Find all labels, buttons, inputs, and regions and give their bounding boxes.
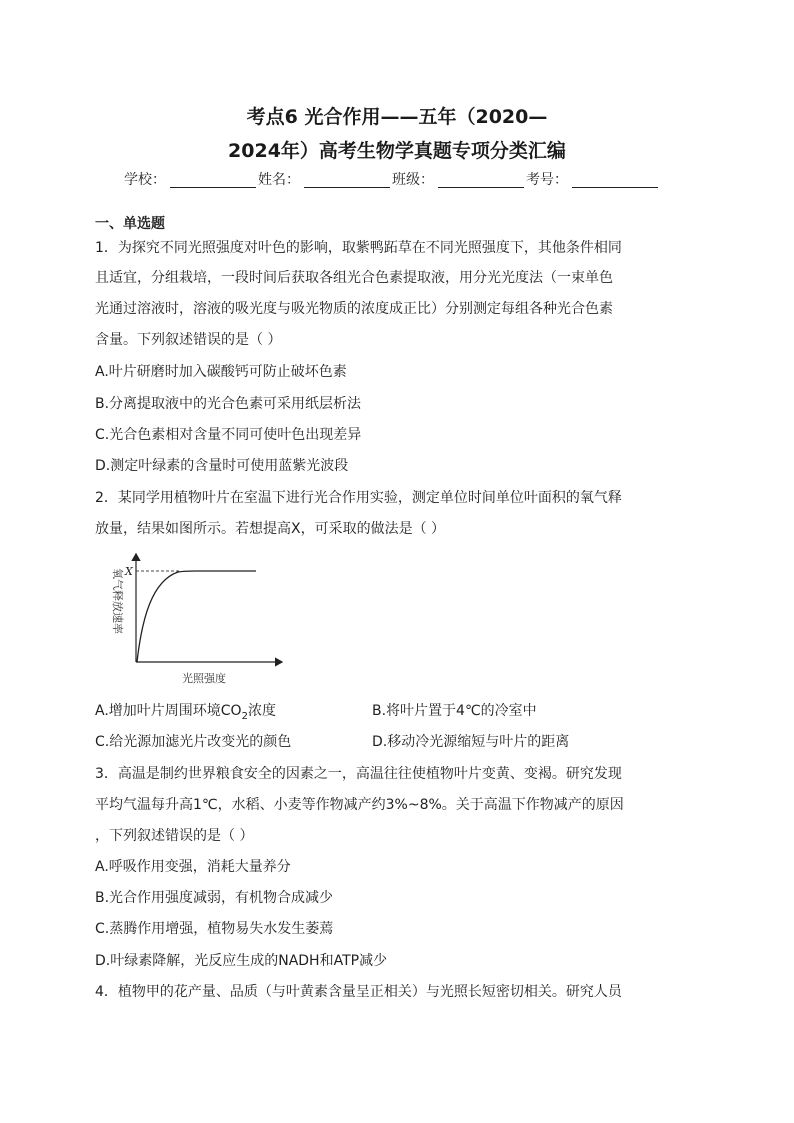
class-blank[interactable] [438,173,524,188]
q2-line-2: 放量，结果如图所示。若想提高X，可采取的做法是（ ） [95,521,446,537]
q3-option-d[interactable]: D.叶绿素降解，光反应生成的NADH和ATP减少 [95,953,388,969]
q1-option-c[interactable]: C.光合色素相对含量不同可使叶色出现差异 [95,427,362,443]
q1-option-a[interactable]: A.叶片研磨时加入碳酸钙可防止破坏色素 [95,364,347,380]
q3-option-c[interactable]: C.蒸腾作用增强，植物易失水发生萎蔫 [95,921,334,937]
class-label: 班级： [392,172,434,188]
exam-number-blank[interactable] [572,173,658,188]
q1-line-1: 1．为探究不同光照强度对叶色的影响，取紫鸭跖草在不同光照强度下，其他条件相同 [95,240,622,256]
title-line-1: 考点6 光合作用——五年（2020— [246,106,548,128]
section-heading: 一、单选题 [95,216,165,232]
q1-line-4: 含量。下列叙述错误的是（ ） [95,332,282,348]
x-marker-label: X [125,565,133,578]
q1-line-3: 光通过溶液时，溶液的吸光度与吸光物质的浓度成正比）分别测定每组各种光合色素 [95,301,613,317]
q2-option-d[interactable]: D.移动冷光源缩短与叶片的距离 [372,734,570,750]
exam-number-label: 考号： [526,172,568,188]
oxygen-release-graph [100,548,290,686]
q3-option-a[interactable]: A.呼吸作用变强，消耗大量养分 [95,859,291,875]
q3-option-b[interactable]: B.光合作用强度减弱，有机物合成减少 [95,890,334,906]
q3-line-2: 平均气温每升高1℃，水稻、小麦等作物减产约3%~8%。关于高温下作物减产的原因 [95,797,624,813]
q2-option-c[interactable]: C.给光源加滤光片改变光的颜色 [95,734,292,750]
q4-line-1: 4．植物甲的花产量、品质（与叶黄素含量呈正相关）与光照长短密切相关。研究人员 [95,984,622,1000]
q1-option-d[interactable]: D.测定叶绿素的含量时可使用蓝紫光波段 [95,458,349,474]
q2-line-1: 2．某同学用植物叶片在室温下进行光合作用实验，测定单位时间单位叶面积的氧气释 [95,490,622,506]
y-axis-label: 氧气释放速率 [111,568,124,634]
q3-line-1: 3．高温是制约世界粮食安全的因素之一，高温往往使植物叶片变黄、变褐。研究发现 [95,766,622,782]
co2-subscript: 2 [241,710,248,722]
q3-line-3: ，下列叙述错误的是（ ） [95,828,254,844]
q2-option-a-suffix: 浓度 [247,703,276,719]
x-axis-label: 光照强度 [182,672,226,685]
q2-option-b[interactable]: B.将叶片置于4℃的冷室中 [372,703,537,719]
oxygen-release-curve [137,571,256,662]
school-blank[interactable] [170,173,256,188]
q1-line-2: 且适宜，分组栽培，一段时间后获取各组光合色素提取液，用分光光度法（一束单色 [95,270,613,286]
student-info-row [124,170,660,190]
school-label: 学校： [124,172,166,188]
title-line-2: 2024年）高考生物学真题专项分类汇编 [228,140,566,162]
name-blank[interactable] [304,173,390,188]
q2-option-a[interactable] [95,701,276,727]
name-label: 姓名： [258,172,300,188]
q1-option-b[interactable]: B.分离提取液中的光合色素可采用纸层析法 [95,396,362,412]
q2-option-a-text: A.增加叶片周围环境CO [95,703,242,719]
